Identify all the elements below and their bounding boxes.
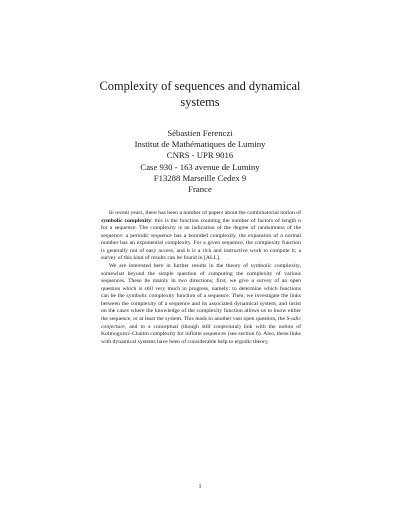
title-line-1: Complexity of sequences and dynamical <box>99 79 301 93</box>
paragraph-1-post: : this is the function counting the number of factors of length n for a sequence. The complexity is an indication of the degree of randomness of the sequence: a periodic sequence has a bounded complexity, the expansion of a normal number has an exponential complexity. For a given sequence, the complexity function is generally not of easy access, and it is a rich and instructive work to compute it; a survey of this kind of results can be found in [ALL]. <box>101 217 301 262</box>
paragraph-2-post: , and to a conceptual (though still conjectural) link with the notion of Kolmogorov-Chaitin complexity for infinite sequences (see section 6). Also, these links with dynamical systems have been of considerable help to ergodic theory, <box>101 323 301 345</box>
author-unit: CNRS - UPR 9016 <box>166 150 234 161</box>
paragraph-2-italic-term: S-adic conjecture <box>101 315 301 330</box>
author-country: France <box>188 184 212 195</box>
author-institute: Institut de Mathématiques de Luminy <box>134 139 266 150</box>
page-number: 1 <box>198 484 202 490</box>
author-name: Sébastien Ferenczi <box>167 128 233 138</box>
paper-title <box>0 78 400 110</box>
title-line-2: systems <box>180 95 220 109</box>
author-block <box>0 128 400 195</box>
paragraph-1-bold-term: symbolic complexity <box>101 217 152 224</box>
paper-body <box>101 210 301 346</box>
paragraph-1 <box>101 210 301 263</box>
paragraph-2-pre: We are interested here in further results in the theory of symbolic complexity, somewhat beyond the simple question of computing the complexity of various sequences. These lie mainly in two directions; first, we give a survey of an open question which is still very much in progress, namely: to determine which functions can be the symbolic complexity function of a sequence. Then, we investigate the links between the complexity of a sequence and its associated dynamical system, and insist on the cases where the knowledge of the complexity function allows us to know either the sequence, or at least the system. This leads to another vast open question, the <box>101 263 301 322</box>
author-city: F13288 Marseille Cedex 9 <box>153 172 247 183</box>
paragraph-2 <box>101 263 301 346</box>
paragraph-1-pre: In recent years, there has been a number of papers about the combinatorial notion of <box>109 210 301 216</box>
author-street: Case 930 - 163 avenue de Luminy <box>140 161 260 172</box>
